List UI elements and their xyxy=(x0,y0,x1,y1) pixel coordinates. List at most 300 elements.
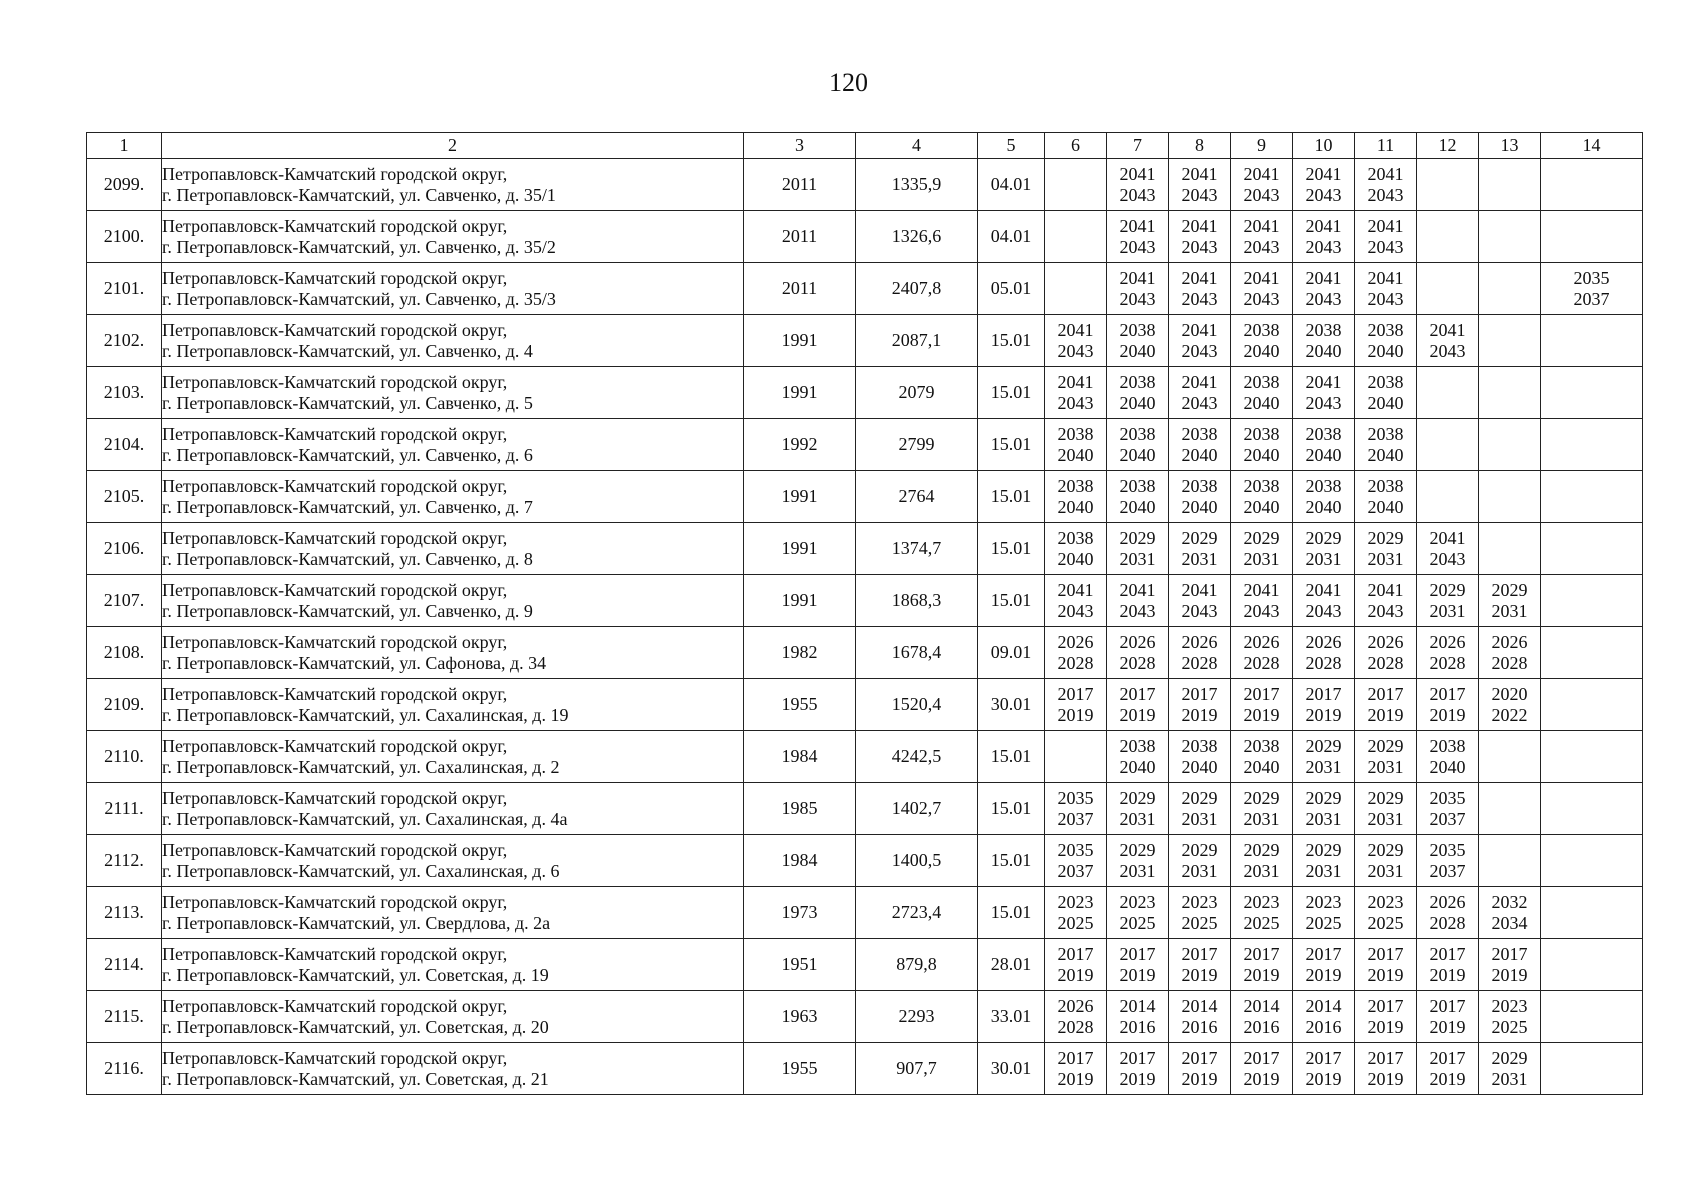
header-row xyxy=(87,133,1643,159)
period-start-year: 2038 xyxy=(1119,475,1156,496)
address-line-2: г. Петропавловск-Камчатский, ул. Советская, д. 19 xyxy=(162,964,549,985)
period-end-year: 2031 xyxy=(1305,548,1342,569)
period-end-year: 2043 xyxy=(1119,600,1156,621)
period-start-year: 2041 xyxy=(1305,371,1342,392)
period-start-year: 2038 xyxy=(1367,423,1404,444)
address-line-1: Петропавловск-Камчатский городской округ, xyxy=(162,891,508,912)
period-end-year: 2043 xyxy=(1119,288,1156,309)
type-code: 09.01 xyxy=(978,627,1045,679)
period-start-year: 2026 xyxy=(1305,631,1342,652)
period-start-year: 2029 xyxy=(1367,839,1404,860)
period-end-year: 2028 xyxy=(1119,652,1156,673)
period-end-year: 2019 xyxy=(1181,1068,1218,1089)
address-cell xyxy=(162,315,744,367)
address-cell xyxy=(162,263,744,315)
period-end-year: 2028 xyxy=(1429,652,1466,673)
period-end-year: 2040 xyxy=(1367,444,1404,465)
period-cell-col-13 xyxy=(1479,575,1541,627)
period-end-year: 2019 xyxy=(1181,704,1218,725)
period-end-year: 2019 xyxy=(1119,1068,1156,1089)
period-cell-col-9 xyxy=(1231,783,1293,835)
address-line-2: г. Петропавловск-Камчатский, ул. Савченко, д. 5 xyxy=(162,392,533,413)
period-cell-col-14 xyxy=(1541,159,1643,211)
period-end-year: 2028 xyxy=(1367,652,1404,673)
period-end-year: 2040 xyxy=(1181,496,1218,517)
period-start-year: 2038 xyxy=(1181,475,1218,496)
period-cell-col-6 xyxy=(1045,523,1107,575)
table-row xyxy=(87,991,1643,1043)
address-cell xyxy=(162,731,744,783)
period-start-year: 2017 xyxy=(1181,1047,1218,1068)
type-code: 04.01 xyxy=(978,211,1045,263)
period-cell-col-6 xyxy=(1045,731,1107,783)
period-cell-col-12 xyxy=(1417,523,1479,575)
column-header-7: 7 xyxy=(1107,133,1169,159)
period-cell-col-9 xyxy=(1231,887,1293,939)
period-end-year: 2043 xyxy=(1367,236,1404,257)
period-cell-col-12 xyxy=(1417,679,1479,731)
address-line-1: Петропавловск-Камчатский городской округ, xyxy=(162,527,508,548)
period-cell-col-13 xyxy=(1479,367,1541,419)
period-cell-col-7 xyxy=(1107,367,1169,419)
period-cell-col-14 xyxy=(1541,419,1643,471)
period-cell-col-6 xyxy=(1045,887,1107,939)
period-end-year: 2043 xyxy=(1181,340,1218,361)
period-start-year: 2023 xyxy=(1305,891,1342,912)
address-line-1: Петропавловск-Камчатский городской округ, xyxy=(162,1047,508,1068)
period-start-year: 2041 xyxy=(1181,319,1218,340)
total-area: 2407,8 xyxy=(856,263,978,315)
build-year: 1963 xyxy=(744,991,856,1043)
period-cell-col-14 xyxy=(1541,211,1643,263)
address-cell xyxy=(162,471,744,523)
period-cell-col-10 xyxy=(1293,627,1355,679)
column-header-9: 9 xyxy=(1231,133,1293,159)
period-start-year: 2041 xyxy=(1181,371,1218,392)
period-end-year: 2040 xyxy=(1305,444,1342,465)
period-start-year: 2035 xyxy=(1057,839,1094,860)
period-end-year: 2037 xyxy=(1429,808,1466,829)
period-end-year: 2031 xyxy=(1367,808,1404,829)
period-start-year: 2017 xyxy=(1367,995,1404,1016)
period-cell-col-12 xyxy=(1417,471,1479,523)
period-start-year: 2026 xyxy=(1181,631,1218,652)
period-end-year: 2019 xyxy=(1305,964,1342,985)
period-end-year: 2031 xyxy=(1367,548,1404,569)
table-row xyxy=(87,887,1643,939)
address-line-1: Петропавловск-Камчатский городской округ, xyxy=(162,423,508,444)
row-number: 2102. xyxy=(87,315,162,367)
period-start-year: 2029 xyxy=(1181,527,1218,548)
period-end-year: 2019 xyxy=(1181,964,1218,985)
build-year: 1982 xyxy=(744,627,856,679)
period-end-year: 2040 xyxy=(1367,496,1404,517)
period-end-year: 2019 xyxy=(1057,704,1094,725)
period-cell-col-12 xyxy=(1417,627,1479,679)
period-end-year: 2019 xyxy=(1429,704,1466,725)
period-start-year: 2026 xyxy=(1119,631,1156,652)
period-start-year: 2017 xyxy=(1429,943,1466,964)
period-end-year: 2043 xyxy=(1243,288,1280,309)
period-end-year: 2040 xyxy=(1181,444,1218,465)
period-end-year: 2043 xyxy=(1181,392,1218,413)
total-area: 1335,9 xyxy=(856,159,978,211)
address-cell xyxy=(162,887,744,939)
period-start-year: 2017 xyxy=(1243,683,1280,704)
period-end-year: 2043 xyxy=(1429,548,1466,569)
period-cell-col-13 xyxy=(1479,523,1541,575)
period-end-year: 2040 xyxy=(1119,392,1156,413)
period-end-year: 2043 xyxy=(1429,340,1466,361)
period-cell-col-14 xyxy=(1541,887,1643,939)
table-row xyxy=(87,315,1643,367)
period-start-year: 2041 xyxy=(1305,267,1342,288)
address-line-2: г. Петропавловск-Камчатский, ул. Сафонова, д. 34 xyxy=(162,652,547,673)
period-cell-col-13 xyxy=(1479,159,1541,211)
period-cell-col-6 xyxy=(1045,159,1107,211)
period-start-year: 2029 xyxy=(1305,527,1342,548)
period-start-year: 2041 xyxy=(1243,579,1280,600)
row-number: 2104. xyxy=(87,419,162,471)
total-area: 1520,4 xyxy=(856,679,978,731)
period-end-year: 2043 xyxy=(1181,288,1218,309)
period-start-year: 2041 xyxy=(1243,163,1280,184)
table-row xyxy=(87,471,1643,523)
address-cell xyxy=(162,575,744,627)
period-cell-col-11 xyxy=(1355,731,1417,783)
period-start-year: 2023 xyxy=(1119,891,1156,912)
period-cell-col-8 xyxy=(1169,315,1231,367)
address-cell xyxy=(162,627,744,679)
total-area: 879,8 xyxy=(856,939,978,991)
period-cell-col-6 xyxy=(1045,627,1107,679)
address-line-2: г. Петропавловск-Камчатский, ул. Сахалинская, д. 19 xyxy=(162,704,569,725)
address-line-2: г. Петропавловск-Камчатский, ул. Советская, д. 21 xyxy=(162,1068,549,1089)
period-end-year: 2031 xyxy=(1305,808,1342,829)
period-cell-col-8 xyxy=(1169,939,1231,991)
period-end-year: 2040 xyxy=(1243,392,1280,413)
total-area: 907,7 xyxy=(856,1043,978,1095)
period-end-year: 2019 xyxy=(1057,1068,1094,1089)
period-end-year: 2037 xyxy=(1573,288,1610,309)
period-start-year: 2017 xyxy=(1367,683,1404,704)
period-cell-col-10 xyxy=(1293,939,1355,991)
period-cell-col-7 xyxy=(1107,731,1169,783)
period-cell-col-10 xyxy=(1293,159,1355,211)
period-start-year: 2041 xyxy=(1119,267,1156,288)
period-end-year: 2043 xyxy=(1367,600,1404,621)
type-code: 15.01 xyxy=(978,835,1045,887)
period-start-year: 2026 xyxy=(1057,631,1094,652)
address-cell xyxy=(162,835,744,887)
build-year: 1992 xyxy=(744,419,856,471)
period-start-year: 2041 xyxy=(1243,267,1280,288)
period-cell-col-10 xyxy=(1293,211,1355,263)
period-start-year: 2038 xyxy=(1119,319,1156,340)
period-cell-col-12 xyxy=(1417,263,1479,315)
period-cell-col-9 xyxy=(1231,367,1293,419)
period-cell-col-9 xyxy=(1231,523,1293,575)
period-start-year: 2029 xyxy=(1119,839,1156,860)
period-cell-col-13 xyxy=(1479,1043,1541,1095)
period-end-year: 2028 xyxy=(1181,652,1218,673)
period-start-year: 2041 xyxy=(1305,163,1342,184)
period-cell-col-9 xyxy=(1231,835,1293,887)
period-end-year: 2040 xyxy=(1243,444,1280,465)
period-start-year: 2017 xyxy=(1429,995,1466,1016)
period-end-year: 2040 xyxy=(1119,496,1156,517)
table-header xyxy=(87,133,1643,159)
period-start-year: 2029 xyxy=(1305,787,1342,808)
period-cell-col-13 xyxy=(1479,627,1541,679)
period-cell-col-10 xyxy=(1293,315,1355,367)
period-start-year: 2029 xyxy=(1305,839,1342,860)
build-year: 1991 xyxy=(744,367,856,419)
period-start-year: 2029 xyxy=(1119,787,1156,808)
period-end-year: 2031 xyxy=(1367,860,1404,881)
address-cell xyxy=(162,419,744,471)
period-start-year: 2017 xyxy=(1057,1047,1094,1068)
period-start-year: 2038 xyxy=(1305,319,1342,340)
period-cell-col-8 xyxy=(1169,523,1231,575)
row-number: 2103. xyxy=(87,367,162,419)
period-cell-col-6 xyxy=(1045,783,1107,835)
period-cell-col-11 xyxy=(1355,1043,1417,1095)
period-cell-col-11 xyxy=(1355,471,1417,523)
type-code: 28.01 xyxy=(978,939,1045,991)
period-start-year: 2038 xyxy=(1243,371,1280,392)
row-number: 2101. xyxy=(87,263,162,315)
period-end-year: 2028 xyxy=(1305,652,1342,673)
total-area: 2293 xyxy=(856,991,978,1043)
period-cell-col-12 xyxy=(1417,419,1479,471)
period-cell-col-8 xyxy=(1169,367,1231,419)
period-cell-col-12 xyxy=(1417,991,1479,1043)
period-end-year: 2040 xyxy=(1181,756,1218,777)
period-cell-col-11 xyxy=(1355,315,1417,367)
address-line-1: Петропавловск-Камчатский городской округ, xyxy=(162,735,508,756)
period-start-year: 2038 xyxy=(1119,371,1156,392)
period-end-year: 2016 xyxy=(1305,1016,1342,1037)
period-end-year: 2031 xyxy=(1243,860,1280,881)
period-start-year: 2029 xyxy=(1243,527,1280,548)
column-header-6: 6 xyxy=(1045,133,1107,159)
period-cell-col-14 xyxy=(1541,575,1643,627)
build-year: 1973 xyxy=(744,887,856,939)
period-cell-col-6 xyxy=(1045,679,1107,731)
period-end-year: 2040 xyxy=(1057,548,1094,569)
period-start-year: 2014 xyxy=(1119,995,1156,1016)
column-header-2: 2 xyxy=(162,133,744,159)
period-start-year: 2041 xyxy=(1305,215,1342,236)
period-end-year: 2019 xyxy=(1367,964,1404,985)
type-code: 15.01 xyxy=(978,575,1045,627)
row-number: 2113. xyxy=(87,887,162,939)
row-number: 2100. xyxy=(87,211,162,263)
period-start-year: 2029 xyxy=(1243,787,1280,808)
period-cell-col-14 xyxy=(1541,315,1643,367)
address-line-1: Петропавловск-Камчатский городской округ, xyxy=(162,787,508,808)
type-code: 15.01 xyxy=(978,419,1045,471)
period-cell-col-9 xyxy=(1231,679,1293,731)
period-cell-col-8 xyxy=(1169,263,1231,315)
period-cell-col-6 xyxy=(1045,939,1107,991)
period-cell-col-8 xyxy=(1169,679,1231,731)
period-cell-col-11 xyxy=(1355,211,1417,263)
period-start-year: 2041 xyxy=(1305,579,1342,600)
period-cell-col-7 xyxy=(1107,315,1169,367)
table-row xyxy=(87,627,1643,679)
period-cell-col-14 xyxy=(1541,523,1643,575)
period-cell-col-13 xyxy=(1479,939,1541,991)
period-cell-col-7 xyxy=(1107,211,1169,263)
period-end-year: 2040 xyxy=(1429,756,1466,777)
build-year: 1991 xyxy=(744,575,856,627)
period-end-year: 2016 xyxy=(1119,1016,1156,1037)
period-start-year: 2038 xyxy=(1181,735,1218,756)
period-cell-col-12 xyxy=(1417,939,1479,991)
period-end-year: 2043 xyxy=(1367,184,1404,205)
period-cell-col-7 xyxy=(1107,783,1169,835)
period-end-year: 2043 xyxy=(1057,600,1094,621)
period-start-year: 2017 xyxy=(1305,943,1342,964)
type-code: 30.01 xyxy=(978,679,1045,731)
period-end-year: 2022 xyxy=(1491,704,1528,725)
period-start-year: 2038 xyxy=(1243,735,1280,756)
address-cell xyxy=(162,523,744,575)
period-start-year: 2023 xyxy=(1181,891,1218,912)
period-end-year: 2019 xyxy=(1429,964,1466,985)
total-area: 1374,7 xyxy=(856,523,978,575)
period-cell-col-14 xyxy=(1541,731,1643,783)
period-start-year: 2026 xyxy=(1429,631,1466,652)
period-start-year: 2026 xyxy=(1429,891,1466,912)
period-start-year: 2029 xyxy=(1119,527,1156,548)
period-cell-col-14 xyxy=(1541,627,1643,679)
row-number: 2111. xyxy=(87,783,162,835)
table-row xyxy=(87,523,1643,575)
period-start-year: 2017 xyxy=(1367,1047,1404,1068)
period-end-year: 2028 xyxy=(1243,652,1280,673)
period-end-year: 2043 xyxy=(1057,392,1094,413)
address-cell xyxy=(162,367,744,419)
period-end-year: 2040 xyxy=(1119,756,1156,777)
period-start-year: 2038 xyxy=(1243,423,1280,444)
period-end-year: 2040 xyxy=(1119,444,1156,465)
table-row xyxy=(87,939,1643,991)
period-end-year: 2043 xyxy=(1119,184,1156,205)
type-code: 05.01 xyxy=(978,263,1045,315)
period-start-year: 2017 xyxy=(1057,683,1094,704)
period-start-year: 2038 xyxy=(1181,423,1218,444)
total-area: 1868,3 xyxy=(856,575,978,627)
period-cell-col-9 xyxy=(1231,211,1293,263)
period-end-year: 2016 xyxy=(1181,1016,1218,1037)
period-cell-col-6 xyxy=(1045,1043,1107,1095)
period-cell-col-6 xyxy=(1045,211,1107,263)
period-start-year: 2041 xyxy=(1181,215,1218,236)
period-start-year: 2023 xyxy=(1243,891,1280,912)
period-cell-col-14 xyxy=(1541,471,1643,523)
period-cell-col-6 xyxy=(1045,471,1107,523)
period-start-year: 2017 xyxy=(1119,1047,1156,1068)
period-cell-col-12 xyxy=(1417,835,1479,887)
period-start-year: 2029 xyxy=(1367,735,1404,756)
period-cell-col-7 xyxy=(1107,939,1169,991)
period-cell-col-13 xyxy=(1479,419,1541,471)
period-cell-col-14 xyxy=(1541,991,1643,1043)
period-end-year: 2031 xyxy=(1305,860,1342,881)
period-cell-col-8 xyxy=(1169,991,1231,1043)
column-header-14: 14 xyxy=(1541,133,1643,159)
period-start-year: 2032 xyxy=(1491,891,1528,912)
period-start-year: 2041 xyxy=(1181,267,1218,288)
row-number: 2108. xyxy=(87,627,162,679)
build-year: 2011 xyxy=(744,211,856,263)
period-start-year: 2023 xyxy=(1367,891,1404,912)
period-end-year: 2019 xyxy=(1119,704,1156,725)
address-line-2: г. Петропавловск-Камчатский, ул. Савченко, д. 35/1 xyxy=(162,184,556,205)
period-cell-col-9 xyxy=(1231,419,1293,471)
period-start-year: 2041 xyxy=(1429,319,1466,340)
address-cell xyxy=(162,1043,744,1095)
period-cell-col-11 xyxy=(1355,627,1417,679)
period-cell-col-8 xyxy=(1169,627,1231,679)
period-end-year: 2043 xyxy=(1305,392,1342,413)
period-start-year: 2017 xyxy=(1491,943,1528,964)
period-cell-col-11 xyxy=(1355,367,1417,419)
period-start-year: 2017 xyxy=(1429,1047,1466,1068)
period-end-year: 2019 xyxy=(1243,964,1280,985)
period-end-year: 2043 xyxy=(1305,236,1342,257)
period-cell-col-13 xyxy=(1479,887,1541,939)
period-cell-col-14 xyxy=(1541,835,1643,887)
address-line-1: Петропавловск-Камчатский городской округ, xyxy=(162,319,508,340)
period-end-year: 2037 xyxy=(1057,860,1094,881)
row-number: 2107. xyxy=(87,575,162,627)
total-area: 1402,7 xyxy=(856,783,978,835)
address-line-2: г. Петропавловск-Камчатский, ул. Свердлова, д. 2а xyxy=(162,912,551,933)
table-row xyxy=(87,367,1643,419)
column-header-10: 10 xyxy=(1293,133,1355,159)
period-start-year: 2017 xyxy=(1057,943,1094,964)
period-cell-col-11 xyxy=(1355,939,1417,991)
address-line-2: г. Петропавловск-Камчатский, ул. Савченко, д. 9 xyxy=(162,600,533,621)
period-end-year: 2031 xyxy=(1119,808,1156,829)
period-cell-col-9 xyxy=(1231,939,1293,991)
period-cell-col-10 xyxy=(1293,419,1355,471)
period-start-year: 2035 xyxy=(1429,787,1466,808)
period-cell-col-6 xyxy=(1045,419,1107,471)
total-area: 2764 xyxy=(856,471,978,523)
period-start-year: 2026 xyxy=(1243,631,1280,652)
address-line-1: Петропавловск-Камчатский городской округ, xyxy=(162,163,508,184)
period-cell-col-11 xyxy=(1355,783,1417,835)
period-cell-col-11 xyxy=(1355,159,1417,211)
period-end-year: 2040 xyxy=(1057,444,1094,465)
period-start-year: 2038 xyxy=(1367,475,1404,496)
period-end-year: 2019 xyxy=(1429,1068,1466,1089)
period-start-year: 2023 xyxy=(1057,891,1094,912)
row-number: 2105. xyxy=(87,471,162,523)
period-cell-col-10 xyxy=(1293,523,1355,575)
period-end-year: 2019 xyxy=(1429,1016,1466,1037)
period-cell-col-13 xyxy=(1479,731,1541,783)
period-cell-col-11 xyxy=(1355,263,1417,315)
period-start-year: 2038 xyxy=(1057,423,1094,444)
total-area: 1326,6 xyxy=(856,211,978,263)
period-start-year: 2026 xyxy=(1491,631,1528,652)
